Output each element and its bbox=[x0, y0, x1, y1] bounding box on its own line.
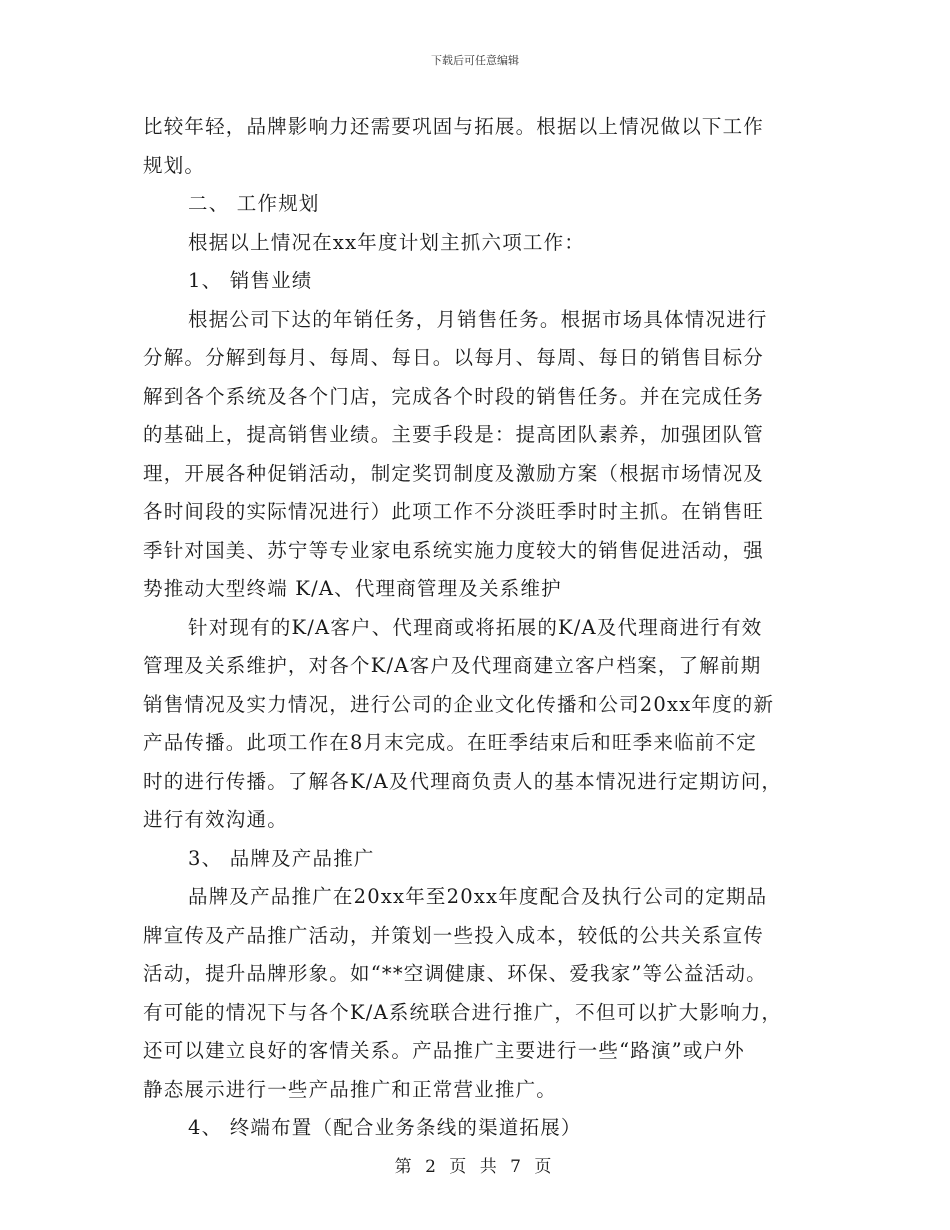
text-line: 比较年轻，品牌影响力还需要巩固与拓展。根据以上情况做以下工作 bbox=[143, 115, 765, 138]
text-line: 还可以建立良好的客情关系。产品推广主要进行一些“路演”或户外 bbox=[143, 1039, 745, 1062]
text-line: 管理及关系维护，对各个K/A客户及代理商建立客户档案，了解前期 bbox=[143, 654, 762, 677]
text-line: 时的进行传播。了解各K/A及代理商负责人的基本情况进行定期访问， bbox=[143, 769, 783, 793]
text-line: 品牌及产品推广在20xx年至20xx年度配合及执行公司的定期品 bbox=[188, 885, 768, 908]
text-line: 规划。 bbox=[143, 153, 206, 177]
text-line: 销售情况及实力情况，进行公司的企业文化传播和公司20xx年度的新 bbox=[143, 692, 775, 716]
page-header-note: 下载后可任意编辑 bbox=[431, 54, 519, 67]
text-line: 解到各个系统及各个门店，完成各个时段的销售任务。并在完成任务 bbox=[143, 384, 765, 408]
text-line: 有可能的情况下与各个K/A系统联合进行推广，不但可以扩大影响力， bbox=[143, 1000, 783, 1024]
text-line: 势推动大型终端 K/A、代理商管理及关系维护 bbox=[143, 577, 562, 600]
text-line: 静态展示进行一些产品推广和正常营业推广。 bbox=[143, 1077, 558, 1101]
text-line: 的基础上，提高销售业绩。主要手段是：提高团队素养，加强团队管 bbox=[143, 423, 765, 446]
page-footer: 第 2 页 共 7 页 bbox=[394, 1157, 556, 1177]
text-line: 进行有效沟通。 bbox=[143, 808, 288, 831]
text-line: 理，开展各种促销活动，制定奖罚制度及激励方案（根据市场情况及 bbox=[143, 461, 765, 485]
text-line: 针对现有的K/A客户、代理商或将拓展的K/A及代理商进行有效 bbox=[188, 615, 763, 639]
text-line: 季针对国美、苏宁等专业家电系统实施力度较大的销售促进活动，强 bbox=[143, 538, 765, 562]
text-line: 活动，提升品牌形象。如“**空调健康、环保、爱我家”等公益活动。 bbox=[143, 962, 767, 985]
text-line: 3、 品牌及产品推广 bbox=[188, 846, 375, 870]
document-body bbox=[143, 108, 808, 1148]
text-line: 分解。分解到每月、每周、每日。以每月、每周、每日的销售目标分 bbox=[143, 346, 765, 369]
text-line: 根据以上情况在xx年度计划主抓六项工作： bbox=[188, 230, 585, 254]
text-line: 牌宣传及产品推广活动，并策划一些投入成本，较低的公共关系宣传 bbox=[143, 923, 765, 947]
text-line: 根据公司下达的年销任务，月销售任务。根据市场具体情况进行 bbox=[188, 307, 768, 331]
text-line: 各时间段的实际情况进行）此项工作不分淡旺季时时主抓。在销售旺 bbox=[143, 500, 765, 523]
text-line: 产品传播。此项工作在8月末完成。在旺季结束后和旺季来临前不定 bbox=[143, 731, 757, 754]
text-line: 1、 销售业绩 bbox=[188, 269, 313, 292]
text-line: 二、 工作规划 bbox=[188, 192, 320, 215]
text-line: 4、 终端布置（配合业务条线的渠道拓展） bbox=[188, 1116, 582, 1139]
